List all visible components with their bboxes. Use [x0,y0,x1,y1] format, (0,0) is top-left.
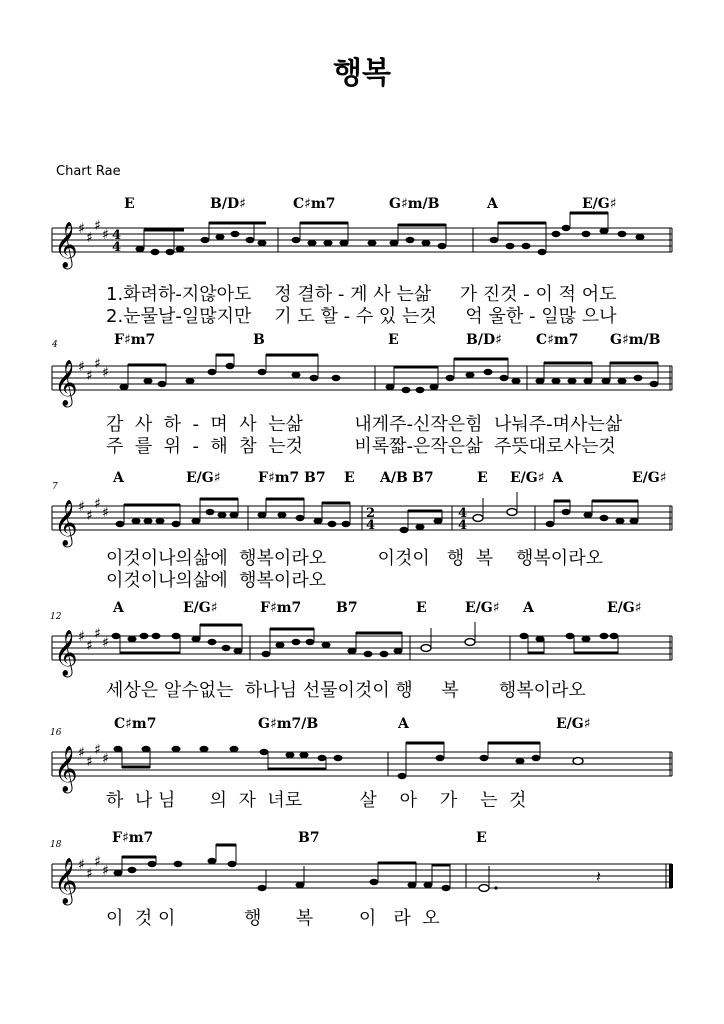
system-2 [0,330,724,460]
sharp-icon: ♯ [86,638,93,654]
chord-label: E/G♯ [607,600,642,616]
sharp-icon: ♯ [78,499,85,515]
lyric-line-1: 1.화려하-지않아도 정 결하 - 게 사 는삶 가 진것 - 이 적 어도 [106,284,617,305]
note-group [114,742,584,779]
chord-label: E/G♯ [186,470,221,486]
treble-clef-icon: 𝄞 [54,360,78,406]
chord-label: A [398,716,409,732]
chord-label: B/D♯ [466,332,502,348]
chord-label: B [253,332,265,348]
chord-label: F♯m7 [258,470,300,486]
chord-label: E [416,600,427,616]
system-3 [0,466,724,596]
sharp-icon: ♯ [86,754,93,770]
sharp-icon: ♯ [94,496,101,512]
sharp-icon: ♯ [86,368,93,384]
measure-number: 4 [52,340,58,350]
sharp-icon: ♯ [86,508,93,524]
note-group [120,354,659,393]
chord-label: A [113,600,124,616]
chord-label: E/G♯ [556,716,591,732]
chord-label: E/G♯ [582,196,617,212]
sharp-icon: ♯ [102,863,109,879]
measure-number: 18 [50,840,62,850]
chord-label: B7 [412,470,434,486]
sharp-icon: ♯ [78,221,85,237]
treble-clef-icon: 𝄞 [54,500,78,546]
lyric-line-1: 감 사 하 - 며 사 는삶 내게주-신작은힘 나눠주-며사는삶 [106,414,623,435]
chord-label: A/B [380,470,408,486]
chord-label: B7 [304,470,326,486]
lyric-line-1: 하 나 님 의 자 녀로 살 아 가 는 것 [106,790,527,811]
sharp-icon: ♯ [102,635,109,651]
chord-label: E/G♯ [632,470,667,486]
time-signature-change: 4 [366,518,376,533]
sharp-icon: ♯ [102,365,109,381]
song-title: 행복 [333,56,391,91]
chord-label: G♯m/B [610,332,661,348]
quarter-rest-icon: 𝄽 [596,867,601,886]
chord-label: C♯m7 [536,332,579,348]
system-6 [0,826,724,936]
time-signature-change: 4 [458,506,468,521]
staff-lines [52,854,673,906]
chord-label: C♯m7 [114,716,157,732]
chord-label: A [552,470,563,486]
chord-label: E/G♯ [465,600,500,616]
sharp-icon: ♯ [94,854,101,870]
chord-label: E [477,470,488,486]
treble-clef-icon: 𝄞 [54,746,78,792]
chord-label: C♯m7 [293,196,336,212]
treble-clef-icon: 𝄞 [54,222,78,268]
lyric-line-1: 세상은 알수없는 하나님 선물이것이 행 복 행복이라오 [106,680,586,701]
lyric-line-1: 이 것 이 행 복 이 라 오 [106,908,440,929]
measure-number: 16 [50,728,62,738]
sharp-icon: ♯ [78,359,85,375]
chord-label: F♯m7 [260,600,302,616]
sharp-icon: ♯ [78,745,85,761]
measure-number: 12 [50,612,62,622]
treble-clef-icon: 𝄞 [54,858,78,904]
chord-label: B/D♯ [210,196,246,212]
chord-label: B7 [336,600,358,616]
sharp-icon: ♯ [86,866,93,882]
chord-label: E [124,196,135,212]
chord-label: E/G♯ [510,470,545,486]
time-signature: 4 [112,228,122,243]
system-5 [0,714,724,814]
chord-label: F♯m7 [114,332,156,348]
sharp-icon: ♯ [78,629,85,645]
system-1 [0,190,724,327]
system-4 [0,598,724,708]
chord-label: G♯m/B [389,196,440,212]
final-barline [669,864,673,888]
staff-lines [52,218,672,270]
time-signature-change: 4 [458,518,468,533]
chord-label: A [113,470,124,486]
sharp-icon: ♯ [102,751,109,767]
sharp-icon: ♯ [86,230,93,246]
note-group [116,492,639,533]
treble-clef-icon: 𝄞 [54,630,78,676]
sharp-icon: ♯ [102,505,109,521]
chord-label: B7 [298,830,320,846]
sharp-icon: ♯ [94,218,101,234]
measure-number: 7 [52,482,58,492]
sharp-icon: ♯ [94,626,101,642]
sharp-icon: ♯ [94,742,101,758]
chord-label: A [487,196,498,212]
lyric-line-2: 이것이나의삶에 행복이라오 [106,570,327,591]
lyric-line-1: 이것이나의삶에 행복이라오 이것이 행 복 행복이라오 [106,548,603,569]
lyric-line-2: 2.눈물날-일많지만 기 도 할 - 수 있 는것 억 울한 - 일많 으나 [106,306,617,327]
chord-label: G♯m7/B [258,716,319,732]
time-signature-change: 2 [366,506,376,521]
sharp-icon: ♯ [94,356,101,372]
sharp-icon: ♯ [102,227,109,243]
chord-label: F♯m7 [112,830,154,846]
note-group [112,622,619,657]
arranger-credit: Chart Rae [56,164,121,179]
chord-label: A [523,600,534,616]
music-staff [0,212,724,282]
time-signature: 4 [112,240,122,255]
sharp-icon: ♯ [78,857,85,873]
chord-label: E [476,830,487,846]
chord-label: E [388,332,399,348]
chord-label: E/G♯ [183,600,218,616]
note-group [114,844,498,891]
lyric-line-2: 주 를 위 - 해 참 는것 비록짧-은작은삶 주뜻대로사는것 [106,436,616,457]
chord-label: E [344,470,355,486]
